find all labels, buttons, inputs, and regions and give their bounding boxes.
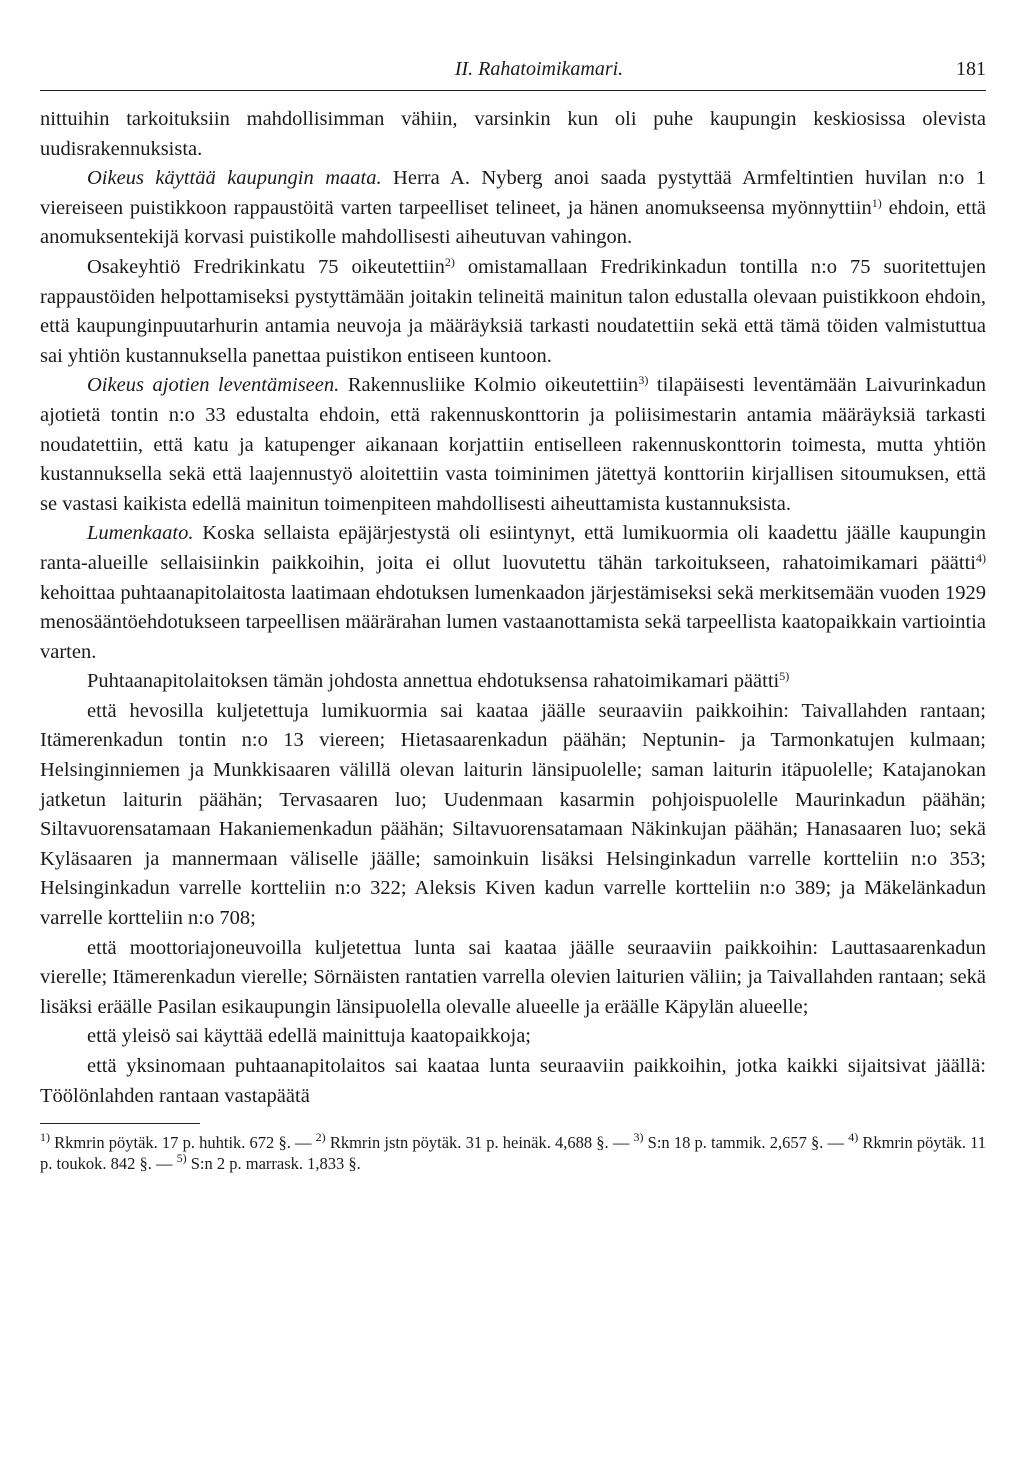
footnote-ref: 4) bbox=[976, 550, 986, 565]
section-heading: Oikeus käyttää kaupungin maata. bbox=[87, 167, 382, 190]
paragraph-text: Herra A. Nyberg anoi saada pystyttää Armfeltintien huvilan n:o 1 viereiseen puistikkoon rappaustöitä varten tarpeelliset telineet, ja hänen anomukseensa myönnyttiin bbox=[40, 167, 986, 219]
paragraph bbox=[40, 697, 986, 934]
footnote-text: Rkmrin jstn pöytäk. 31 p. heinäk. 4,688 §. — bbox=[325, 1133, 634, 1153]
paragraph bbox=[40, 934, 986, 1023]
footnote-ref: 1) bbox=[871, 195, 882, 210]
header-rule bbox=[40, 90, 986, 91]
paragraph bbox=[40, 1022, 986, 1052]
paragraph bbox=[40, 1052, 986, 1111]
footnote-ref: 3) bbox=[638, 373, 649, 388]
footnote-mark: 5) bbox=[176, 1151, 187, 1166]
paragraph bbox=[40, 164, 986, 253]
body-text bbox=[40, 105, 986, 1111]
document-page bbox=[40, 58, 986, 1174]
running-header bbox=[40, 58, 986, 90]
paragraph-text: että yksinomaan puhtaanapitolaitos sai kaataa lunta seuraaviin paikkoihin, jotka kaikki sijaitsivat jäällä: Töölönlahden rantaan vastapäätä bbox=[40, 1055, 986, 1107]
footnote-mark: 4) bbox=[848, 1130, 859, 1145]
paragraph-text: että moottoriajoneuvoilla kuljetettua lunta sai kaataa jäälle seuraaviin paikkoihin: Lauttasaarenkadun vierelle; Itämerenkadun vierelle; Sörnäisten rantatien varrella olevien laiturien väliin; ja Taivallahden rantaan; sekä lisäksi eräälle Pasilan esikaupungin länsipuolella olevalle alueelle ja eräälle Käpylän alueelle; bbox=[40, 936, 986, 1018]
footnotes bbox=[40, 1132, 986, 1174]
paragraph-text: Koska sellaista epäjärjestystä oli esiintynyt, että lumikuormia oli kaadettu jäälle kaupungin ranta-alueille sellaisiinkin paikkoihin, joita ei ollut luovutettu tähän tarkoitukseen, rahatoimikamari päätti bbox=[40, 522, 986, 574]
paragraph-text: Osakeyhtiö Fredrikinkatu 75 oikeutettiin bbox=[87, 255, 445, 278]
running-title: II. Rahatoimikamari. bbox=[454, 58, 624, 80]
paragraph-text: nittuihin tarkoituksiin mahdollisimman vähiin, varsinkin kun oli puhe kaupungin keskiosissa olevista uudisrakennuksista. bbox=[40, 108, 986, 160]
paragraph bbox=[40, 371, 986, 519]
paragraph-text: Puhtaanapitolaitoksen tämän johdosta annettua ehdotuksensa rahatoimikamari päätti bbox=[87, 670, 780, 693]
footnote-ref: 5) bbox=[779, 669, 790, 684]
footnote-mark: 1) bbox=[40, 1130, 50, 1145]
paragraph-text: tilapäisesti leventämään Laivurinkadun ajotietä tontin n:o 33 edustalta ehdoin, että rakennuskonttorin ja poliisimestarin antamia määräyksiä tarkasti noudatettiin, että katu ja katupenger aikanaan korjattiin entiselleen rakennuskonttorin toimesta, mutta yhtiön kustannuksella sekä että laajennustyö aloitettiin vasta toiminimen jätettyä konttoriin kirjallisen sitoumuksen, että se vastasi kaikista edellä mainitun toimenpiteen mahdollisesti aiheuttamista kustannuksista. bbox=[40, 374, 986, 515]
paragraph-text: ehdoin, että anomuksentekijä korvasi puistikolle mahdollisesti aiheutuvan vahingon. bbox=[40, 196, 986, 249]
footnote-text: Rkmrin pöytäk. 11 p. toukok. 842 §. — bbox=[40, 1133, 986, 1174]
paragraph-text: omistamallaan Fredrikinkadun tontilla n:o 75 suoritettujen rappaustöiden helpottamiseksi pystyttämään joitakin telineitä mainitun talon edustalla olevaan puistikkoon ehdoin, että kaupunginpuutarhurin antamia neuvoja ja määräyksiä tarkasti noudatettiin sekä että tämä töiden valmistuttua sai yhtiön kustannuksella panettaa puistikon entiseen kuntoon. bbox=[40, 255, 986, 367]
paragraph bbox=[40, 253, 986, 371]
section-heading: Oikeus ajotien leventämiseen. bbox=[87, 374, 340, 397]
paragraph-text: että yleisö sai käyttää edellä mainittuja kaatopaikkoja; bbox=[87, 1025, 532, 1048]
footnote-block bbox=[40, 1132, 986, 1174]
paragraph-text: kehoittaa puhtaanapitolaitosta laatimaan ehdotuksen lumenkaadon järjestämiseksi sekä merkitsemään vuoden 1929 menosääntöehdotukseen tarpeellisen määrärahan lumen vastaanottamista sekä tarpeellista kaatopaikkain vartiointia varten. bbox=[40, 581, 986, 663]
footnote-separator bbox=[40, 1123, 200, 1124]
footnote-mark: 2) bbox=[315, 1130, 326, 1145]
footnote-text: Rkmrin pöytäk. 17 p. huhtik. 672 §. — bbox=[50, 1133, 316, 1153]
page-number: 181 bbox=[956, 58, 986, 80]
footnote-mark: 3) bbox=[633, 1130, 644, 1145]
paragraph bbox=[40, 105, 986, 164]
paragraph-text: että hevosilla kuljetettuja lumikuormia sai kaataa jäälle seuraaviin paikkoihin: Taivallahden rantaan; Itämerenkadun tontin n:o 13 viereen; Hietasaarenkadun päähän; Neptunin- ja Tarmonkatujen kulmaan; Helsinginniemen ja Munkkisaaren välillä olevan laiturin länsipuolelle; saman laiturin itäpuolelle; Katajanokan jatketun laiturin päähän; Tervasaaren luo; Uudenmaan kasarmin pohjoispuolelle Maurinkadun päähän; Siltavuorensatamaan Hakaniemenkadun päähän; Siltavuorensatamaan Näkinkujan päähän; Hanasaaren luo; sekä Kyläsaaren ja mannermaan väliselle jäälle; samoinkuin lisäksi Helsinginkadun varrelle kortteliin n:o 353; Helsinginkadun varrelle kortteliin n:o 322; Aleksis Kiven kadun varrelle kortteliin n:o 389; ja Mäkelänkadun varrelle kortteliin n:o 708; bbox=[40, 699, 986, 930]
footnote-text: S:n 18 p. tammik. 2,657 §. — bbox=[643, 1133, 849, 1153]
paragraph bbox=[40, 519, 986, 667]
section-heading: Lumenkaato. bbox=[87, 522, 194, 545]
paragraph-text: Rakennusliike Kolmio oikeutettiin bbox=[339, 374, 639, 397]
paragraph bbox=[40, 667, 986, 697]
footnote-ref: 2) bbox=[444, 254, 455, 269]
footnote-text: S:n 2 p. marrask. 1,833 §. bbox=[186, 1154, 361, 1174]
